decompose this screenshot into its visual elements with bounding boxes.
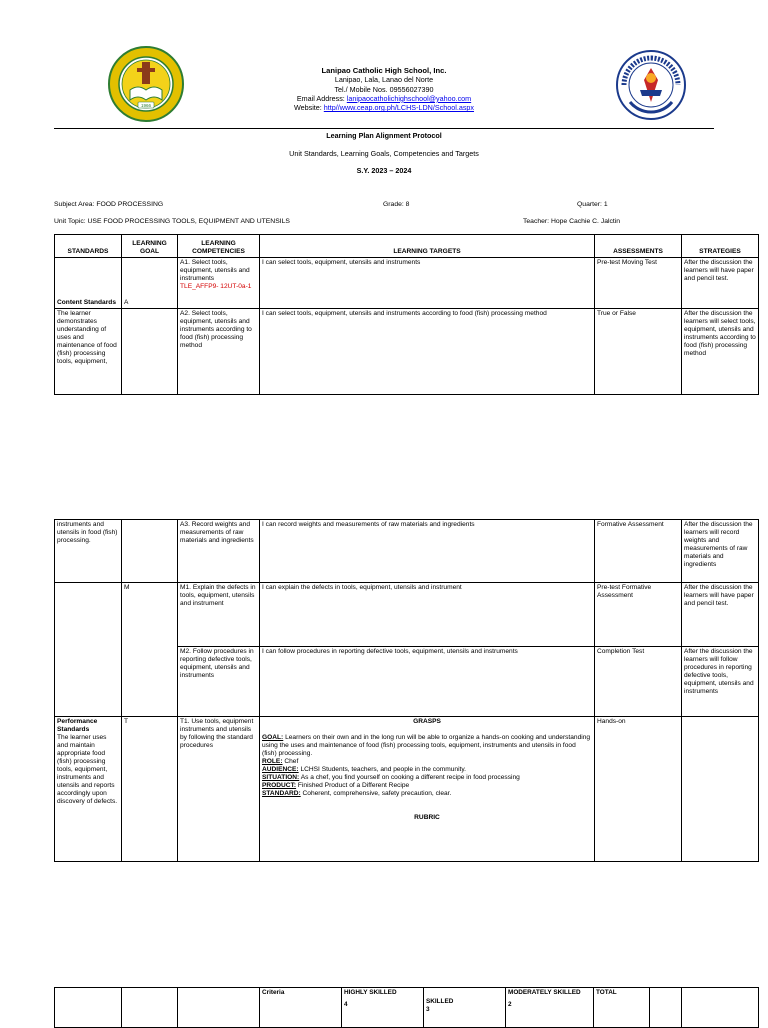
competency-code: TLE_AFFP9- 12UT-0a-1 <box>180 283 252 290</box>
rubric-title: RUBRIC <box>414 814 440 821</box>
cell-assessment: Completion Test <box>595 647 682 717</box>
highly-skilled-score: 4 <box>344 1001 348 1008</box>
deped-seal-logo <box>616 50 686 120</box>
grasps-goal <box>262 734 592 758</box>
rubric-highly-skilled <box>342 988 424 1028</box>
header-learning-targets: LEARNING TARGETS <box>260 235 595 258</box>
grasps-standard-text: Coherent, comprehensive, safety precaution, clear. <box>300 790 452 797</box>
unit-topic: Unit Topic: USE FOOD PROCESSING TOOLS, EQUIPMENT AND UTENSILS <box>54 218 290 225</box>
table-header-row <box>55 235 759 258</box>
rubric-empty-cell <box>682 988 759 1028</box>
rubric-empty-cell <box>650 988 682 1028</box>
cell-target: I can select tools, equipment, utensils and instruments according to food (fish) processing method <box>260 309 595 395</box>
email-link[interactable]: lanipaocatholichighschool@yahoo.com <box>346 93 472 103</box>
header-assessments: ASSESSMENTS <box>595 235 682 258</box>
header-learning-goal: LEARNING GOAL <box>122 235 178 258</box>
table-row <box>55 520 759 583</box>
cell-competency: M1. Explain the defects in tools, equipment, utensils and instrument <box>178 583 260 647</box>
cell-competency: T1. Use tools, equipment instruments and utensils by following the standard procedures <box>178 717 260 862</box>
header-divider <box>54 128 714 129</box>
school-header <box>220 66 548 112</box>
cell-goal: A <box>122 258 178 309</box>
rubric-skilled <box>424 988 506 1028</box>
grasps-audience-text: LCHSI Students, teachers, and people in the community. <box>298 766 467 773</box>
grasps-goal-text: Learners on their own and in the long run will be able to organize a hands-on cooking and understanding using the uses and maintenance of food (fish) processing tools, equipment, instruments and utensils in food (fish) processing. <box>262 734 591 757</box>
rubric-criteria: Criteria <box>260 988 342 1028</box>
grade-level: Grade: 8 <box>383 201 410 208</box>
cell-competency <box>178 258 260 309</box>
moderately-skilled-score: 2 <box>508 1001 512 1008</box>
cell-target: I can explain the defects in tools, equipment, utensils and instrument <box>260 583 595 647</box>
cell-competency: A2. Select tools, equipment, utensils and instruments according to food (fish) processing method <box>178 309 260 395</box>
school-email-line <box>220 94 548 103</box>
svg-text:1966: 1966 <box>140 103 152 108</box>
grasps-situation-label: SITUATION: <box>262 774 300 781</box>
school-phone: Tel./ Mobile Nos. 09556027390 <box>334 84 434 94</box>
school-year: S.Y. 2023 – 2024 <box>356 166 412 175</box>
cell-goal: T <box>122 717 178 862</box>
table-row <box>55 717 759 862</box>
cell-target: I can follow procedures in reporting defective tools, equipment, utensils and instruments <box>260 647 595 717</box>
header-learning-competencies: LEARNING COMPETENCIES <box>178 235 260 258</box>
cell-assessment: True or False <box>595 309 682 395</box>
rubric-total: TOTAL <box>594 988 650 1028</box>
cell-competency: A3. Record weights and measurements of raw materials and ingredients <box>178 520 260 583</box>
website-label: Website: <box>293 103 324 113</box>
grasps-title: GRASPS <box>413 718 441 725</box>
cell-standards: instruments and utensils in food (fish) processing. <box>55 520 122 583</box>
cell-strategy: After the discussion the learners will have paper and pencil test. <box>682 583 759 647</box>
cell-standards <box>55 717 122 862</box>
cell-strategy: After the discussion the learners will have paper and pencil test. <box>682 258 759 309</box>
rubric-moderately-skilled <box>506 988 594 1028</box>
grasps-audience <box>262 766 592 774</box>
cell-goal: M <box>122 583 178 717</box>
grasps-situation <box>262 774 592 782</box>
alignment-table-page2 <box>54 519 759 862</box>
cell-target: I can record weights and measurements of raw materials and ingredients <box>260 520 595 583</box>
cell-assessment: Hands-on <box>595 717 682 862</box>
rubric-empty-cell <box>178 988 260 1028</box>
email-label: Email Address: <box>296 93 347 103</box>
rubric-table <box>54 987 759 1028</box>
grasps-product <box>262 782 592 790</box>
cell-target: I can select tools, equipment, utensils and instruments <box>260 258 595 309</box>
competency-text: A1. Select tools, equipment, utensils and instruments <box>180 259 250 282</box>
table-row <box>55 309 759 395</box>
cell-assessment: Formative Assessment <box>595 520 682 583</box>
grasps-role-text: Chef <box>282 758 299 765</box>
skilled-score: 3 <box>426 1006 430 1013</box>
skilled-label: SKILLED <box>426 998 454 1005</box>
grasps-audience-label: AUDIENCE: <box>262 766 299 773</box>
cell-strategy: After the discussion the learners will record weights and measurements of raw materials and ingredients <box>682 520 759 583</box>
header-standards: STANDARDS <box>55 235 122 258</box>
grasps-product-label: PRODUCT: <box>262 782 297 789</box>
performance-standards-title: Performance Standards <box>57 718 98 733</box>
grasps-role <box>262 758 592 766</box>
header-strategies: STRATEGIES <box>682 235 759 258</box>
protocol-title: Learning Plan Alignment Protocol <box>326 131 442 140</box>
cell-strategy: After the discussion the learners will follow procedures in reporting defective tools, equipment, utensils and instruments <box>682 647 759 717</box>
quarter: Quarter: 1 <box>577 201 608 208</box>
cell-assessment: Pre-test Formative Assessment <box>595 583 682 647</box>
school-address: Lanipao, Lala, Lanao del Norte <box>334 75 434 85</box>
grasps-situation-text: As a chef, you find yourself on cooking a different recipe in food processing <box>299 774 520 781</box>
highly-skilled-label: HIGHLY SKILLED <box>344 989 397 996</box>
rubric-header-row <box>55 988 759 1028</box>
rubric-empty-cell <box>55 988 122 1028</box>
performance-standards-text: The learner uses and maintain appropriate food (fish) processing tools, equipment, instruments and utensils and reports accordingly upon discovery of defects. <box>57 734 118 805</box>
grasps-goal-label: GOAL: <box>262 734 284 741</box>
table-row <box>55 583 759 647</box>
grasps-role-label: ROLE: <box>262 758 283 765</box>
cell-standards: Content Standards <box>55 258 122 309</box>
cell-standards-empty <box>55 583 122 717</box>
table-row <box>55 258 759 309</box>
school-name: Lanipao Catholic High School, Inc. <box>321 66 447 75</box>
subject-area: Subject Area: FOOD PROCESSING <box>54 201 164 208</box>
cell-assessment: Pre-test Moving Test <box>595 258 682 309</box>
grasps-product-text: Finished Product of a Different Recipe <box>296 782 410 789</box>
cell-strategy: After the discussion the learners will select tools, equipment, utensils and instruments according to food (fish) processing method <box>682 309 759 395</box>
cell-strategy <box>682 717 759 862</box>
moderately-skilled-label: MODERATELY SKILLED <box>508 989 581 996</box>
cell-goal <box>122 520 178 583</box>
cell-competency: M2. Follow procedures in reporting defective tools, equipment, utensils and instruments <box>178 647 260 717</box>
cell-goal <box>122 309 178 395</box>
rubric-empty-cell <box>122 988 178 1028</box>
school-seal-logo <box>108 46 184 122</box>
grasps-standard <box>262 790 592 798</box>
cell-grasps <box>260 717 595 862</box>
grasps-standard-label: STANDARD: <box>262 790 301 797</box>
alignment-table-page1 <box>54 234 759 395</box>
website-link[interactable]: http//www.ceap.org.ph/LCHS-LDN/School.aspx <box>323 103 475 113</box>
cell-standards: The learner demonstrates understanding of uses and maintenance of food (fish) processing tools, equipment, <box>55 309 122 395</box>
school-website-line <box>220 103 548 112</box>
protocol-subtitle: Unit Standards, Learning Goals, Competencies and Targets <box>289 149 479 158</box>
teacher-name: Teacher: Hope Cachie C. Jalctin <box>523 218 621 225</box>
